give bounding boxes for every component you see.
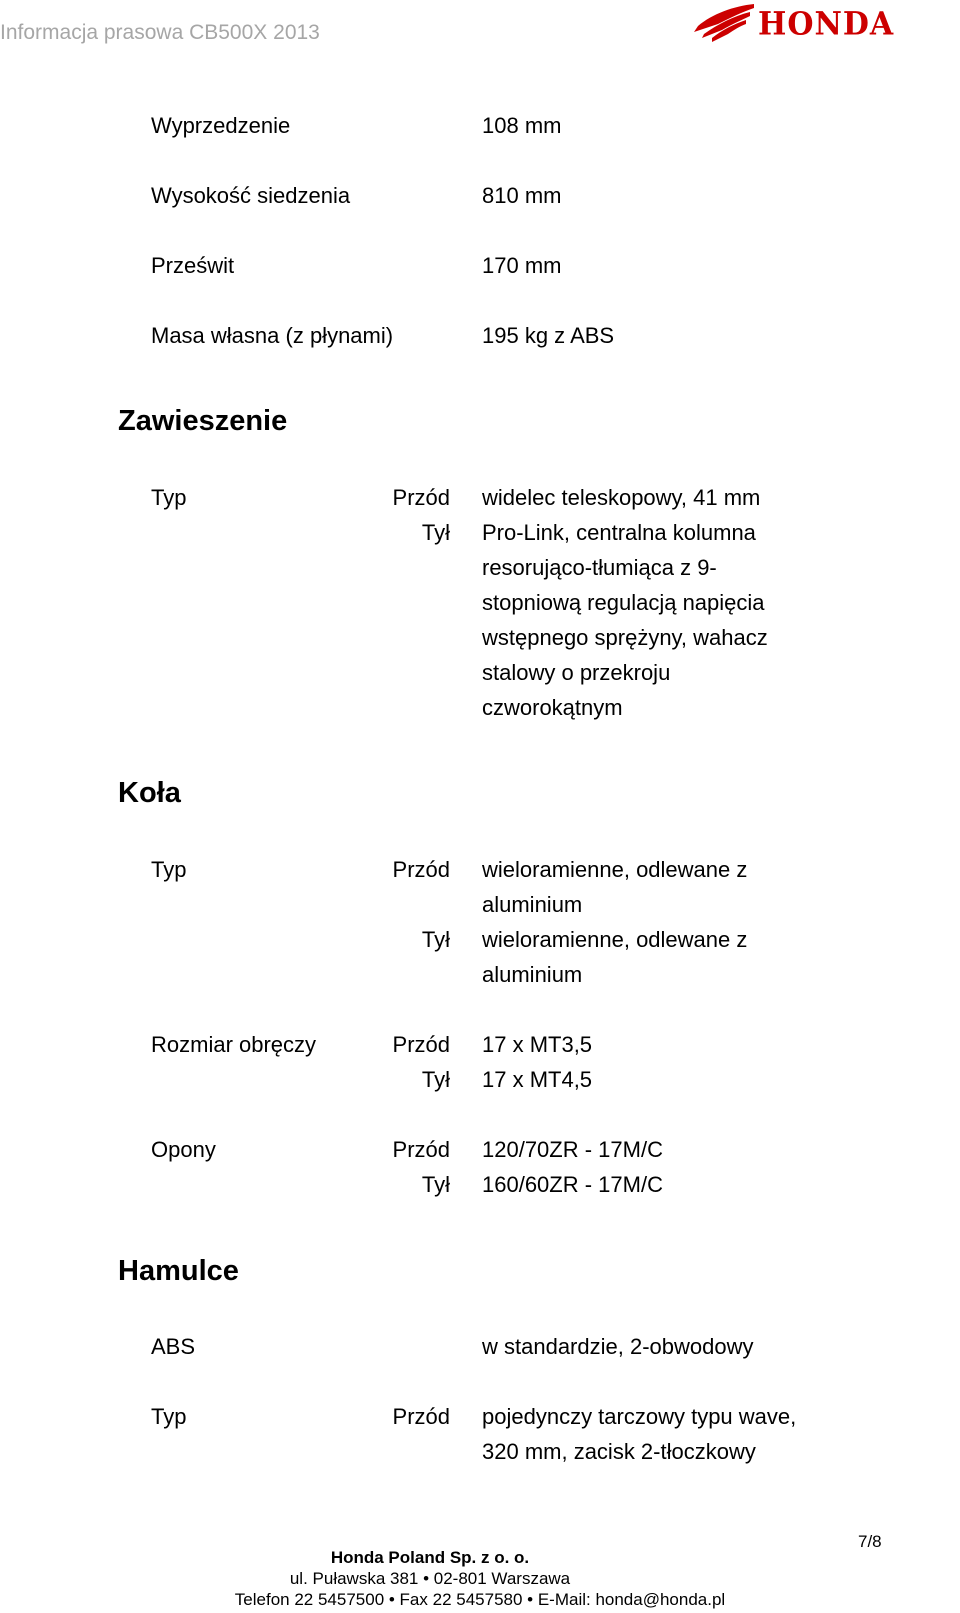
spec-value-seat-height: 810 mm xyxy=(482,183,562,208)
spec-value-kerb-weight: 195 kg z ABS xyxy=(482,323,615,348)
spec-value-ground-clearance: 170 mm xyxy=(482,253,562,278)
brakes-front-label: Przód xyxy=(392,1404,450,1429)
suspension-front-label: Przód xyxy=(392,485,450,510)
rim-rear-label: Tył xyxy=(421,1067,450,1092)
page-footer xyxy=(0,1547,960,1610)
suspension-front-value: widelec teleskopowy, 41 mm xyxy=(482,485,761,510)
page-number: 7/8 xyxy=(858,1532,882,1551)
section-heading-brakes: Hamulce xyxy=(118,1255,239,1287)
spec-label-ground-clearance: Prześwit xyxy=(151,253,235,278)
suspension-rear-line: wstępnego sprężyny, wahacz xyxy=(482,625,768,650)
suspension-rear-line: resorująco-tłumiąca z 9- xyxy=(482,555,717,580)
wheels-front-label: Przód xyxy=(392,857,450,882)
document-header-title: Informacja prasowa CB500X 2013 xyxy=(0,21,320,44)
brakes-front-line: 320 mm, zacisk 2-tłoczkowy xyxy=(482,1439,756,1464)
section-heading-wheels: Koła xyxy=(118,777,181,809)
rim-front-value: 17 x MT3,5 xyxy=(482,1032,593,1057)
brakes-abs-value: w standardzie, 2-obwodowy xyxy=(482,1334,754,1359)
wheels-rear-label: Tył xyxy=(421,927,450,952)
tyres-label: Opony xyxy=(151,1137,216,1162)
spec-label-seat-height: Wysokość siedzenia xyxy=(151,183,351,208)
section-heading-suspension: Zawieszenie xyxy=(118,405,288,437)
suspension-rear-line: stopniową regulacją napięcia xyxy=(482,590,765,615)
spec-value-trail: 108 mm xyxy=(482,113,562,138)
suspension-rear-line: stalowy o przekroju xyxy=(482,660,671,685)
wheels-front-line: aluminium xyxy=(482,892,583,917)
suspension-type-label: Typ xyxy=(151,485,187,510)
wheels-type-label: Typ xyxy=(151,857,187,882)
tyres-rear-label: Tył xyxy=(421,1172,450,1197)
honda-logo xyxy=(690,2,956,46)
footer-address: ul. Puławska 381 • 02-801 Warszawa xyxy=(289,1569,571,1588)
suspension-rear-line: Pro-Link, centralna kolumna xyxy=(482,520,756,545)
tyres-front-value: 120/70ZR - 17M/C xyxy=(482,1137,663,1162)
tyres-rear-value: 160/60ZR - 17M/C xyxy=(482,1172,663,1197)
spec-label-trail: Wyprzedzenie xyxy=(151,113,291,138)
footer-company: Honda Poland Sp. z o. o. xyxy=(330,1548,530,1567)
honda-wordmark: HONDA xyxy=(758,6,895,43)
wheels-front-line: wieloramienne, odlewane z xyxy=(482,857,748,882)
wheels-rear-line: aluminium xyxy=(482,962,583,987)
suspension-rear-line: czworokątnym xyxy=(482,695,623,720)
rim-front-label: Przód xyxy=(392,1032,450,1057)
brakes-abs-label: ABS xyxy=(151,1334,196,1359)
footer-contact: Telefon 22 5457500 • Fax 22 5457580 • E-Mail: honda@honda.pl xyxy=(234,1590,726,1609)
brakes-front-line: pojedynczy tarczowy typu wave, xyxy=(482,1404,797,1429)
brakes-type-label: Typ xyxy=(151,1404,187,1429)
spec-label-kerb-weight: Masa własna (z płynami) xyxy=(151,323,394,348)
tyres-front-label: Przód xyxy=(392,1137,450,1162)
rim-size-label: Rozmiar obręczy xyxy=(151,1032,317,1057)
wheels-rear-line: wieloramienne, odlewane z xyxy=(482,927,748,952)
honda-wing-icon xyxy=(690,2,756,46)
suspension-rear-label: Tył xyxy=(421,520,450,545)
rim-rear-value: 17 x MT4,5 xyxy=(482,1067,593,1092)
